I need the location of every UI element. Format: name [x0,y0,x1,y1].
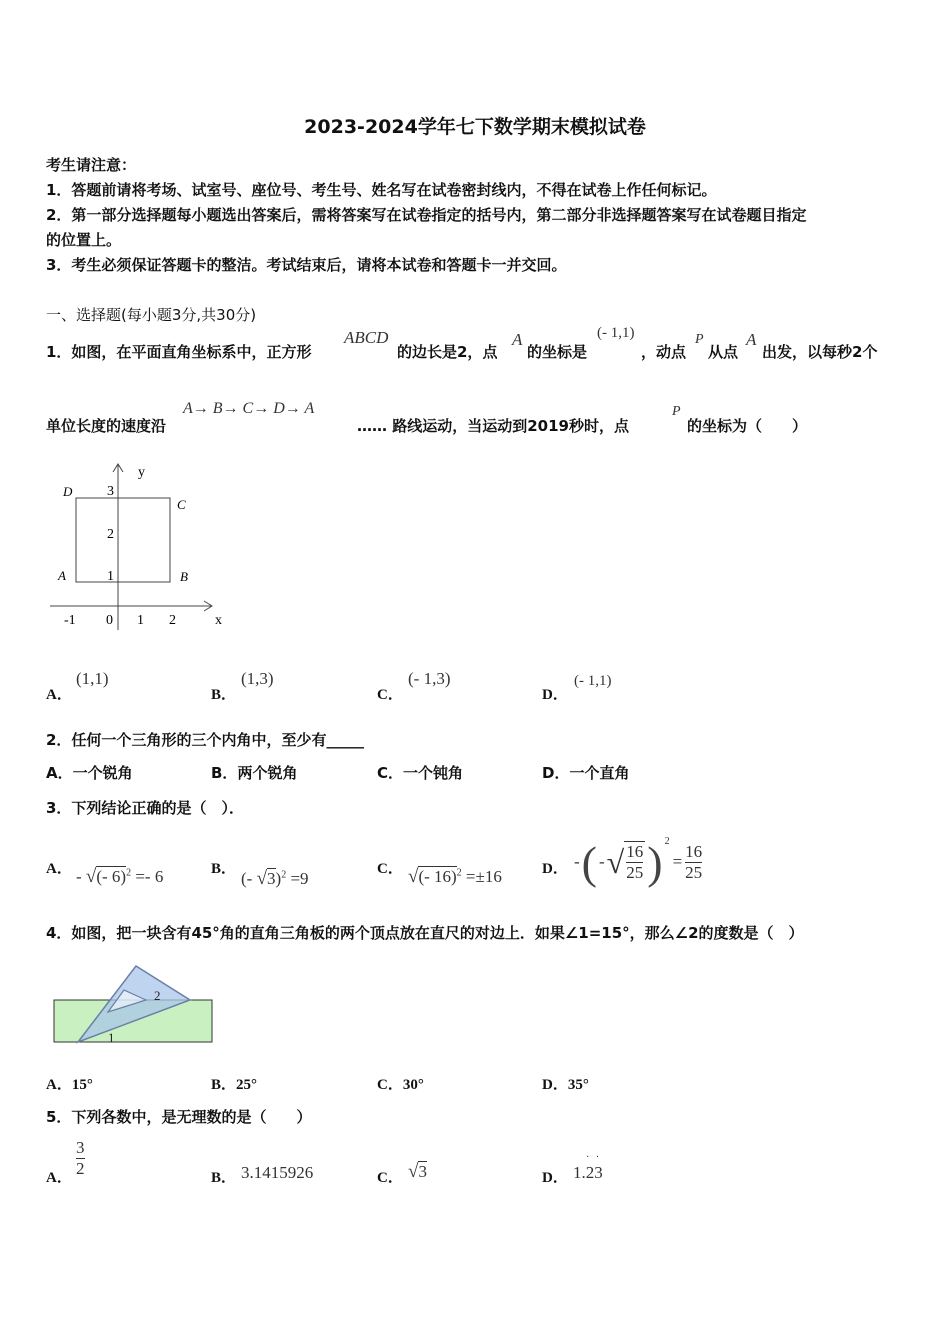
x-label: x [215,613,222,628]
q1-math-abcd: ABCD [344,328,389,347]
q4-option-value: 15° [71,1077,93,1093]
q3-option-label: C． [377,861,403,877]
q1-option-label: C． [377,687,403,703]
minus-sign: - [574,852,580,871]
equation-rhs: =- 6 [131,867,164,886]
minus-sign: - [76,867,86,886]
sqrt-symbol: √ [606,843,625,880]
right-paren: ) [647,836,663,888]
repeating-decimal-dots: · · [586,1152,602,1163]
left-paren: ( [581,836,597,888]
q1-option-value: (1,3) [241,669,274,688]
radicand: (- 16) [418,867,457,886]
q4-option-b [211,1073,257,1094]
q5-option-value: 1.23 [573,1163,603,1182]
q3-option-a-expr [76,866,163,888]
sqrt-symbol: √ [256,868,268,889]
q3-option-d-expr [574,832,702,892]
equation-rhs: =9 [286,869,309,888]
point-c-label: C [177,497,186,512]
q4-option-label: D． [542,1077,568,1093]
x-tick: -1 [64,613,76,628]
q1-option-label: A． [46,687,72,703]
q5-option-label: A． [46,1170,72,1186]
q4-stem: 4．如图，把一块含有45°角的直角三角板的两个顶点放在直尺的对边上．如果∠1=15°，那么∠2的度数是（ ） [46,924,804,942]
q1-option-value: (- 1,3) [408,669,451,688]
q3-option-c-expr [408,866,502,888]
sqrt-symbol: √ [408,866,419,887]
q2-option-label: D． [542,764,570,782]
q2-option-value: 一个钝角 [403,764,464,782]
q1-option-value: (1,1) [76,669,109,688]
q5-option-label: C． [377,1170,403,1186]
q1-text: 单位长度的速度沿 [46,417,167,435]
x-tick: 0 [106,613,113,628]
page-title: 2023-2024学年七下数学期末模拟试卷 [304,116,646,138]
notice-item: 的位置上。 [46,231,122,249]
q1-option-label: B． [211,687,237,703]
q3-option-label: A． [46,861,72,877]
q3-option-b-expr [241,868,309,890]
q2-option-label: C． [377,764,404,782]
point-d-label: D [63,484,73,499]
q1-text: 出发，以每秒2个 [762,343,878,361]
q1-math-coord: (- 1,1) [597,325,635,341]
minus-sign: - [599,852,605,871]
q2-option-value: 两个锐角 [237,764,298,782]
q1-text: 1．如图，在平面直角坐标系中，正方形 [46,343,312,361]
sqrt-symbol: √ [408,1161,419,1182]
q4-option-value: 25° [236,1077,258,1093]
exponent: 2 [126,867,132,879]
square-abcd [76,498,170,582]
radicand: 3 [418,1162,427,1181]
q1-math-a: A [746,330,757,349]
q4-option-label: A． [46,1077,72,1093]
fraction [685,842,702,883]
q2-option-d [542,762,629,783]
q4-ruler-triangle-figure [50,962,220,1048]
exponent: 2 [281,869,287,881]
x-tick: 2 [169,613,176,628]
point-a-label: A [58,568,66,583]
q1-math-path: A→ B→ C→ D→ A [183,400,315,417]
q4-option-d [542,1073,589,1094]
q1-text: 从点 [708,343,739,361]
numerator: 16 [685,841,703,861]
radicand: 3 [267,869,276,888]
y-tick: 1 [107,569,114,584]
exponent: 2 [456,867,462,879]
section-heading: 一、选择题(每小题3分,共30分) [46,306,257,324]
exponent: 2 [664,836,670,847]
q2-option-value: 一个锐角 [72,764,133,782]
q3-stem: 3．下列结论正确的是（ ）． [46,799,244,817]
notice-heading: 考生请注意： [46,156,137,174]
q1-text: ，动点 [641,343,687,361]
q5-stem: 5．下列各数中，是无理数的是（ ） [46,1108,312,1126]
close-paren: ) [275,869,282,888]
y-tick: 2 [107,527,114,542]
q1-text: 的边长是2，点 [397,343,498,361]
q5-option-c-value [408,1161,427,1183]
q2-option-label: B． [211,764,238,782]
q4-option-label: C． [377,1077,403,1093]
open-paren: (- [241,869,257,888]
q1-text: 的坐标为（ ） [687,417,808,435]
q1-text: …… 路线运动，当运动到2019秒时，点 [357,417,629,435]
denominator: 2 [76,1159,85,1178]
q5-option-a-value [76,1138,85,1179]
sqrt-symbol: √ [85,866,97,887]
q2-option-label: A． [46,764,73,782]
y-label: y [138,465,145,480]
q2-option-c [377,762,463,783]
q4-option-value: 35° [567,1077,589,1093]
fraction [624,841,645,883]
q2-option-value: 一个直角 [569,764,630,782]
fraction [76,1138,85,1179]
notice-item: 1．答题前请将考场、试室号、座位号、考生号、姓名写在试卷密封线内，不得在试卷上作任何标记。 [46,181,717,199]
q2-stem: 2．任何一个三角形的三个内角中，至少有_____ [46,731,364,749]
equation-rhs: =±16 [461,867,502,886]
q1-math-a: A [512,330,523,349]
q3-option-label: B． [211,861,237,877]
q2-option-b [211,762,297,783]
q1-math-p: P [695,332,704,347]
q4-option-a [46,1073,93,1094]
q1-coordinate-figure [48,458,238,638]
point-b-label: B [180,569,188,584]
q4-option-c [377,1073,424,1094]
angle-1-label: 1 [108,1030,115,1045]
equals-sign: = [672,852,683,871]
q2-option-a [46,762,133,783]
q5-option-label: B． [211,1170,237,1186]
q1-text: 的坐标是 [527,343,588,361]
q1-math-p: P [672,404,681,419]
q4-option-value: 30° [402,1077,424,1093]
q3-option-label: D． [542,861,568,877]
numerator: 16 [626,842,644,861]
q1-option-value: (- 1,1) [574,673,612,689]
angle-2-label: 2 [154,988,161,1003]
notice-item: 2．第一部分选择题每小题选出答案后，需将答案写在试卷指定的括号内，第二部分非选择题答案写在试卷题目指定 [46,206,807,224]
q5-option-value: 3.1415926 [241,1163,314,1182]
notice-item: 3．考生必须保证答题卡的整洁。考试结束后，请将本试卷和答题卡一并交回。 [46,256,567,274]
q5-option-label: D． [542,1170,568,1186]
denominator: 25 [685,862,703,882]
q4-option-label: B． [211,1077,237,1093]
numerator: 3 [76,1138,85,1157]
denominator: 25 [626,863,644,882]
radicand: (- 6) [96,867,127,886]
x-tick: 1 [137,613,144,628]
q1-option-label: D． [542,687,568,703]
y-tick: 3 [107,484,114,499]
